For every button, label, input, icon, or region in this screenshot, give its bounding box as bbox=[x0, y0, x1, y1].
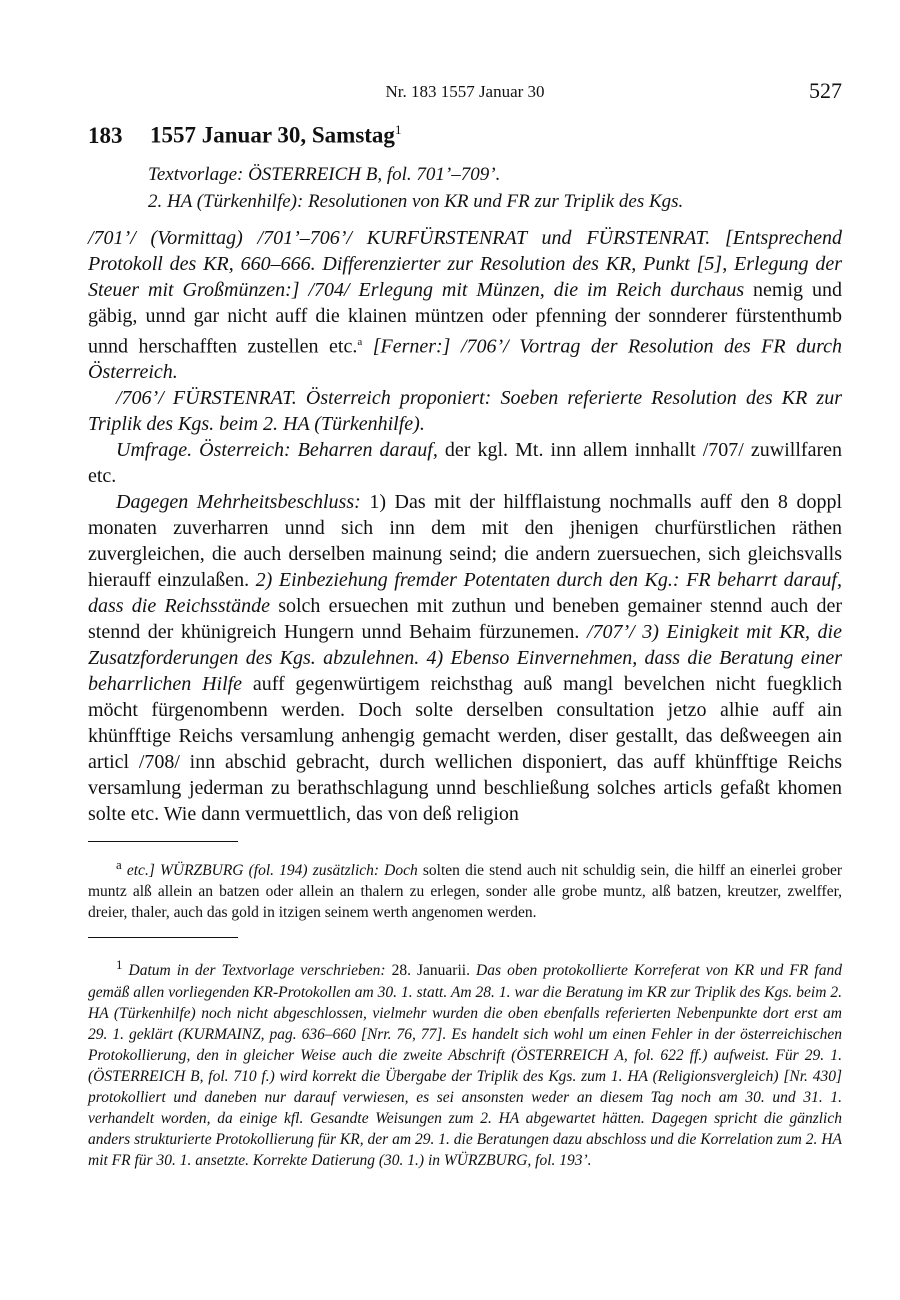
text-run: Dagegen Mehrheitsbeschluss: bbox=[116, 491, 361, 514]
title-footnote-marker: 1 bbox=[394, 122, 402, 137]
source-line-2: 2. HA (Türkenhilfe): Resolutionen von KR und FR zur Triplik des Kgs. bbox=[148, 190, 684, 212]
footnote-a bbox=[88, 854, 842, 923]
text-run: /706’/ FÜRSTENRAT. Österreich proponiert: Soeben referierte Resolution des KR zur Triplik des Kgs. beim 2. HA (Türkenhilfe). bbox=[88, 387, 842, 436]
footnote-marker: a bbox=[116, 857, 122, 873]
paragraph-3 bbox=[88, 437, 842, 489]
text-run: solten die stend auch nit schuldig sein, die hilff an einerlei grober muntz alß allein an batzen oder allein an thalern zu erlegen, sonder alle grobe muntz, alß batzen, kreutzer, zwelffer, dreier, thaler, auch das gold in itzigen seinem werth angenomen werden. bbox=[88, 862, 843, 922]
text-run: Das oben protokollierte Korreferat von KR und FR fand gemäß allen vorliegenden KR-Protokollen am 30. 1. statt. Am 28. 1. war die Beratung im KR zur Triplik des Kgs. beim 2. HA (Türkenhilfe) noch nicht abgeschlossen, vielmehr wurden die oben ebenfalls referierten Nebenpunkte dort erst am 29. 1. geklärt (KURMAINZ, pag. 636–660 [Nrr. 76, 77]. Es handelt sich wohl um einen Fehler in der österreichischen Protokollierung, den in gleicher Weise auch die zweite Abschrift (ÖSTERREICH A, fol. 622 ff.) aufweist. Für 29. 1. (ÖSTERREICH B, fol. 710 f.) wird korrekt die Übergabe der Triplik des Kgs. zum 1. HA (Religionsvergleich) [Nr. 430] protokolliert und daneben nur darauf verwiesen, es sei ansonsten weder an diesem Tag noch am 30. und 31. 1. verhandelt worden, da einige kfl. Gesandte Weisungen zum 2. HA abgewartet hätten. Dagegen spricht die gänzlich anders strukturierte Protokollierung für KR, der am 29. 1. die Beratungen dazu abschloss und die Korrelation zum 2. HA mit FR für 30. 1. ansetzte. Korrekte Datierung (30. 1.) in WÜRZBURG, fol. 193’. bbox=[88, 962, 842, 1169]
document-number: 183 bbox=[88, 122, 123, 148]
text-run: 28. Januarii. bbox=[391, 962, 470, 980]
running-head bbox=[88, 78, 842, 108]
text-run: 2) Einbeziehung fremder Potentaten durch den Kg.: FR beharrt darauf, dass die Reichsstände bbox=[88, 569, 842, 618]
text-run: Umfrage. Österreich: Beharren darauf, bbox=[116, 439, 438, 462]
footnote-marker: 1 bbox=[116, 957, 123, 973]
paragraph-2 bbox=[88, 385, 842, 437]
text-run: etc.] WÜRZBURG (fol. 194) zusätzlich: Doch bbox=[121, 862, 418, 880]
document-page bbox=[88, 78, 842, 1171]
source-note bbox=[148, 161, 842, 215]
page-number: 527 bbox=[809, 78, 842, 103]
document-heading bbox=[88, 122, 842, 149]
footnote-divider-a bbox=[88, 841, 238, 842]
footnote-1 bbox=[88, 954, 842, 1170]
text-run: nemig und gäbig, unnd gar nicht auff die klainen müntzen oder pfenning der sonnderer fürstenthumb unnd herschafften zustellen etc. bbox=[88, 278, 842, 358]
paragraph-4 bbox=[88, 489, 842, 827]
document-date-title: 1557 Januar 30, Samstag bbox=[150, 122, 395, 148]
text-run: 1) Das mit der hilfflaistung nochmalls auff den 8 doppl monaten zuverharren unnd sich inn dem mit den jhenigen churfürstlichen räthen zuvergleichen, die auch derselben mainung seind; die andern zuersuechen, sich gleichsvalls hierauff einzulaßen. bbox=[88, 491, 843, 592]
text-run: der kgl. Mt. inn allem innhallt /707/ zuwillfaren etc. bbox=[88, 439, 842, 488]
text-run: [Ferner:] /706’/ Vortrag der Resolution des FR durch Österreich. bbox=[88, 335, 842, 384]
footnote-marker: a bbox=[357, 335, 363, 348]
text-run: /701’/ (Vormittag) /701’–706’/ KURFÜRSTENRAT und FÜRSTENRAT. [Entsprechend Protokoll des KR, 660–666. Differenzierter zur Resolution des KR, Punkt [5], Erlegung der Steuer mit Großmünzen:] /704/ Erlegung mit Münzen, die im Reich durchaus bbox=[88, 226, 842, 301]
source-line-1: Textvorlage: ÖSTERREICH B, fol. 701’–709’. bbox=[148, 163, 501, 185]
paragraph-1 bbox=[88, 225, 842, 386]
text-run: solch ersuechen mit zuthun und beneben gemainer stennd auch der stennd der khünigreich Hungern unnd Behaim fürzunemen. bbox=[88, 595, 842, 644]
text-run: Datum in der Textvorlage verschrieben: bbox=[122, 962, 392, 980]
footnote-divider-1 bbox=[88, 937, 238, 938]
text-run: /707’/ 3) Einigkeit mit KR, die Zusatzforderungen des Kgs. abzulehnen. 4) Ebenso Einvernehmen, dass die Beratung einer beharrlichen Hilfe bbox=[88, 621, 842, 696]
document-body bbox=[88, 225, 842, 828]
running-head-title: Nr. 183 1557 Januar 30 bbox=[385, 82, 545, 101]
text-run: auff gegenwürtigem reichsthag auß mangl bevelchen nicht fuegklich möcht fürgenombenn werden. Doch solte derselben consultation jetzo alhie auff ain khünfftige Reichs versamlung anhengig gemacht werden, diser gestallt, das deßweegen ain articl /708/ inn abschid gebracht, durch wellichen disponiert, das auff khünfftige Reichs versamlung jederman zu berathschlagung unnd beschließung solches articls gefaßt khomen solte etc. Wie dann vermuettlich, das von deß religion bbox=[88, 673, 842, 826]
